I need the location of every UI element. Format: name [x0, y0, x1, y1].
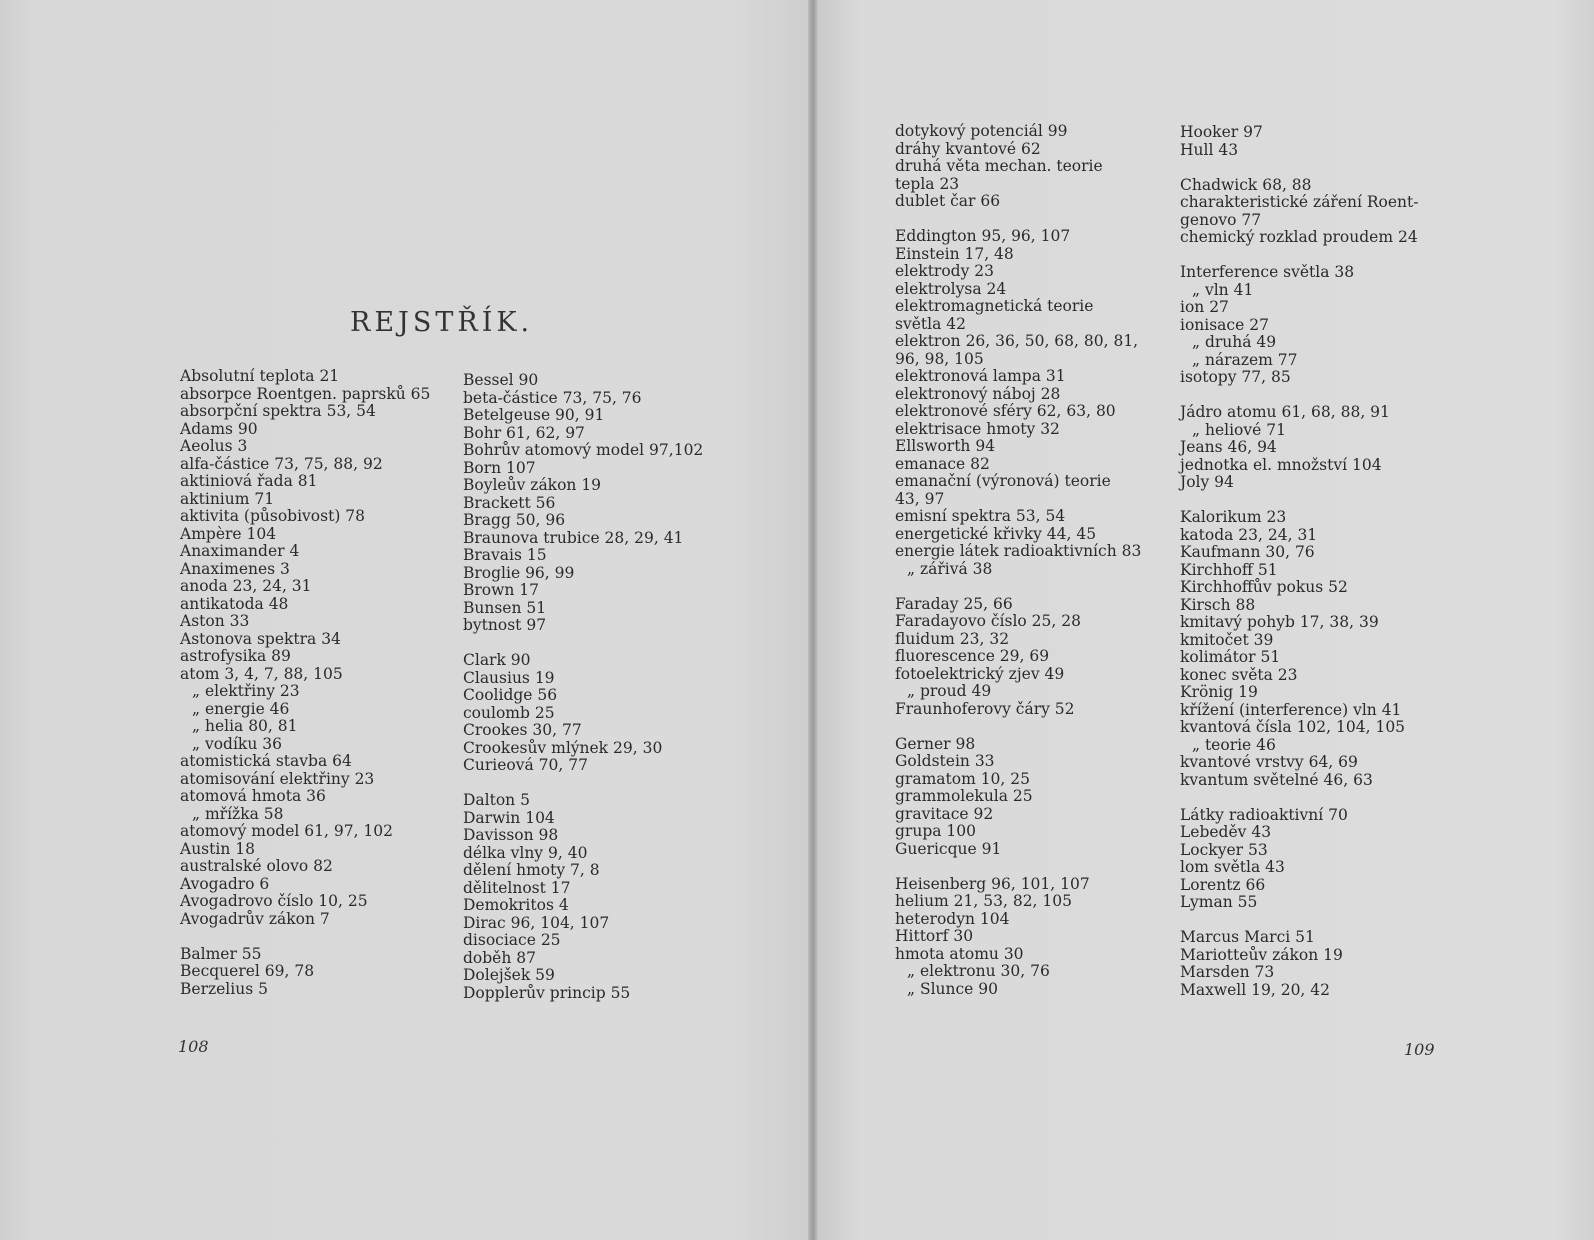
index-entry: Berzelius 5: [180, 979, 268, 998]
index-entry: „ druhá 49: [1192, 333, 1277, 351]
index-group-gap: [463, 635, 703, 653]
index-entry: grupa 100: [895, 822, 976, 840]
index-entry: elektronový náboj 28: [895, 384, 1061, 403]
index-entry: charakteristické záření Roent-: [1180, 193, 1419, 211]
index-entry: coulomb 25: [463, 703, 555, 722]
index-entry: atomisování elektřiny 23: [180, 769, 375, 788]
index-entry: ion 27: [1180, 298, 1229, 316]
index-entry: kvantová čísla 102, 104, 105: [1180, 718, 1406, 736]
index-entry: Clausius 19: [463, 668, 555, 687]
index-entry: Curieová 70, 77: [463, 756, 588, 774]
index-entry: aktinium 71: [180, 489, 275, 508]
index-entry: Kirsch 88: [1180, 595, 1256, 614]
index-group-gap: [180, 928, 430, 946]
index-entry: genovo 77: [1180, 210, 1262, 229]
index-entry: Anaximenes 3: [180, 559, 290, 578]
index-entry: elektromagnetická teorie: [895, 297, 1094, 315]
index-entry: Kirchhoff 51: [1180, 560, 1278, 579]
index-entry: emanační (výronová) teorie: [895, 472, 1111, 490]
index-column-2: [463, 372, 703, 1002]
index-entry: australské olovo 82: [180, 857, 333, 875]
index-entry: grammolekula 25: [895, 787, 1033, 805]
index-entry: „ elektronu 30, 76: [907, 962, 1050, 980]
index-entry: „ proud 49: [907, 682, 992, 700]
index-entry: elektron 26, 36, 50, 68, 80, 81,: [895, 332, 1139, 350]
index-entry: antikatoda 48: [180, 594, 289, 613]
index-entry: Dolejšek 59: [463, 966, 555, 984]
index-entry: Maxwell 19, 20, 42: [1180, 980, 1331, 999]
index-entry: aktiniová řada 81: [180, 472, 318, 490]
index-entry: Born 107: [463, 458, 536, 477]
index-entry: Davisson 98: [463, 826, 559, 844]
book-gutter: [808, 0, 818, 1240]
index-entry: Bessel 90: [463, 371, 539, 389]
index-entry: Jeans 46, 94: [1180, 438, 1277, 456]
index-entry: atomový model 61, 97, 102: [180, 822, 394, 840]
index-entry: emisní spektra 53, 54: [895, 507, 1066, 525]
index-entry: Lockyer 53: [1180, 840, 1268, 859]
index-entry: Hittorf 30: [895, 927, 974, 945]
index-entry: Bravais 15: [463, 546, 547, 564]
index-entry: Coolidge 56: [463, 686, 558, 704]
index-group-gap: [1180, 912, 1419, 930]
index-entry: fluidum 23, 32: [895, 629, 1010, 648]
index-entry: Marsden 73: [1180, 963, 1275, 981]
index-entry: Boyleův zákon 19: [463, 476, 602, 494]
index-entry: energetické křivky 44, 45: [895, 524, 1097, 543]
index-entry: Ampère 104: [180, 524, 277, 543]
index-entry: Interference světla 38: [1180, 263, 1355, 281]
index-entry: disociace 25: [463, 931, 561, 949]
index-entry: Fraunhoferovy čáry 52: [895, 699, 1075, 718]
index-entry: kvantové vrstvy 64, 69: [1180, 753, 1358, 771]
index-entry: kmitavý pohyb 17, 38, 39: [1180, 613, 1379, 631]
index-entry: Darwin 104: [463, 808, 555, 827]
index-entry: „ elektřiny 23: [192, 682, 300, 700]
index-entry: jednotka el. množství 104: [1180, 455, 1382, 474]
index-group-gap: [1180, 789, 1419, 807]
index-entry: emanace 82: [895, 454, 990, 473]
index-group-gap: [895, 858, 1141, 876]
index-entry: Guericque 91: [895, 839, 1002, 858]
index-entry: Lorentz 66: [1180, 875, 1266, 894]
index-entry: Goldstein 33: [895, 752, 995, 770]
index-entry: „ energie 46: [192, 699, 290, 718]
index-entry: Marcus Marci 51: [1180, 928, 1315, 946]
index-entry: atomistická stavba 64: [180, 752, 352, 770]
index-entry: Balmer 55: [180, 944, 262, 963]
index-entry: Hull 43: [1180, 140, 1239, 159]
index-entry: Brackett 56: [463, 493, 556, 512]
index-entry: lom světla 43: [1180, 858, 1285, 876]
index-entry: Anaximander 4: [180, 542, 300, 560]
index-entry: konec světa 23: [1180, 665, 1298, 684]
index-entry: bytnost 97: [463, 616, 547, 634]
index-entry: Bohrův atomový model 97,102: [463, 441, 704, 459]
index-entry: dublet čar 66: [895, 192, 1001, 210]
index-entry: Avogadro 6: [180, 874, 270, 893]
index-entry: astrofysika 89: [180, 647, 291, 665]
index-entry: „ Slunce 90: [907, 979, 999, 998]
index-entry: Joly 94: [1180, 473, 1234, 491]
page-number-left: 108: [178, 1037, 209, 1056]
index-entry: „ heliové 71: [1192, 420, 1286, 439]
index-entry: Mariotteův zákon 19: [1180, 945, 1343, 964]
index-entry: heterodyn 104: [895, 909, 1010, 928]
index-entry: „ teorie 46: [1192, 735, 1276, 754]
index-entry: Krönig 19: [1180, 683, 1258, 701]
index-entry: kmitočet 39: [1180, 630, 1274, 649]
index-entry: Crookes 30, 77: [463, 721, 582, 739]
index-entry: Avogadrovo číslo 10, 25: [180, 892, 368, 910]
index-entry: světla 42: [895, 314, 966, 333]
index-entry: elektronová lampa 31: [895, 367, 1066, 385]
index-entry: Hooker 97: [1180, 123, 1263, 141]
index-entry: isotopy 77, 85: [1180, 368, 1291, 386]
index-entry: „ zářivá 38: [907, 559, 993, 578]
index-entry: Dalton 5: [463, 791, 530, 809]
index-entry: atomová hmota 36: [180, 787, 326, 805]
index-entry: „ helia 80, 81: [192, 717, 298, 735]
index-entry: gravitace 92: [895, 804, 994, 823]
index-entry: Becquerel 69, 78: [180, 962, 315, 980]
index-entry: „ vln 41: [1192, 280, 1254, 299]
index-entry: Absolutní teplota 21: [180, 367, 340, 385]
index-entry: Dirac 96, 104, 107: [463, 913, 610, 932]
index-entry: Dopplerův princip 55: [463, 983, 631, 1002]
index-entry: aktivita (působivost) 78: [180, 507, 366, 525]
index-entry: Austin 18: [180, 839, 255, 858]
index-entry: Ellsworth 94: [895, 437, 996, 455]
index-entry: Faraday 25, 66: [895, 594, 1013, 613]
index-entry: Kaufmann 30, 76: [1180, 543, 1315, 561]
index-entry: Lebeděv 43: [1180, 823, 1272, 841]
index-entry: délka vlny 9, 40: [463, 843, 588, 862]
index-entry: beta-částice 73, 75, 76: [463, 388, 642, 407]
index-entry: Avogadrův zákon 7: [180, 909, 330, 928]
index-entry: anoda 23, 24, 31: [180, 577, 312, 595]
index-group-gap: [1180, 492, 1419, 510]
index-entry: katoda 23, 24, 31: [1180, 525, 1318, 544]
index-entry: Lyman 55: [1180, 893, 1258, 911]
index-entry: doběh 87: [463, 948, 536, 967]
index-entry: elektrisace hmoty 32: [895, 419, 1060, 438]
index-entry: křížení (interference) vln 41: [1180, 700, 1402, 719]
index-entry: kvantum světelné 46, 63: [1180, 770, 1373, 789]
index-entry: Eddington 95, 96, 107: [895, 227, 1071, 245]
index-column-1: [180, 368, 430, 998]
index-entry: Faradayovo číslo 25, 28: [895, 612, 1081, 630]
index-entry: „ vodíku 36: [192, 734, 282, 753]
index-entry: kolimátor 51: [1180, 648, 1281, 666]
index-group-gap: [1180, 247, 1419, 265]
index-entry: dělitelnost 17: [463, 878, 571, 897]
index-entry: Betelgeuse 90, 91: [463, 406, 605, 424]
index-entry: Bohr 61, 62, 97: [463, 423, 585, 442]
index-entry: fotoelektrický zjev 49: [895, 664, 1065, 683]
index-group-gap: [1180, 159, 1419, 177]
index-entry: Aston 33: [180, 612, 250, 630]
index-entry: 43, 97: [895, 489, 945, 508]
index-entry: Kalorikum 23: [1180, 508, 1287, 526]
index-entry: energie látek radioaktivních 83: [895, 542, 1142, 560]
index-entry: elektrody 23: [895, 262, 994, 280]
index-entry: Bragg 50, 96: [463, 511, 566, 529]
index-group-gap: [895, 718, 1141, 736]
index-entry: elektronové sféry 62, 63, 80: [895, 402, 1116, 420]
index-entry: Aeolus 3: [180, 437, 248, 455]
index-entry: druhá věta mechan. teorie: [895, 157, 1103, 175]
index-entry: alfa-částice 73, 75, 88, 92: [180, 454, 383, 473]
index-column-4: [1180, 124, 1419, 999]
index-entry: „ nárazem 77: [1192, 350, 1298, 369]
index-heading: REJSTŘÍK.: [350, 307, 534, 338]
page-number-right: 109: [1404, 1040, 1435, 1059]
index-entry: Chadwick 68, 88: [1180, 175, 1312, 194]
index-entry: dělení hmoty 7, 8: [463, 861, 600, 879]
index-group-gap: [463, 775, 703, 793]
index-entry: hmota atomu 30: [895, 944, 1024, 963]
index-entry: dráhy kvantové 62: [895, 139, 1041, 158]
index-entry: Adams 90: [180, 419, 258, 438]
index-entry: chemický rozklad proudem 24: [1180, 228, 1418, 246]
index-entry: Bunsen 51: [463, 598, 547, 617]
index-entry: Heisenberg 96, 101, 107: [895, 874, 1090, 893]
index-entry: Demokritos 4: [463, 896, 569, 914]
index-group-gap: [1180, 387, 1419, 405]
index-entry: Crookesův mlýnek 29, 30: [463, 738, 663, 757]
index-entry: absorpce Roentgen. paprsků 65: [180, 384, 431, 403]
index-entry: „ mřížka 58: [192, 804, 284, 823]
index-entry: Látky radioaktivní 70: [1180, 805, 1348, 824]
index-entry: Gerner 98: [895, 734, 976, 753]
index-entry: ionisace 27: [1180, 315, 1269, 334]
index-entry: absorpční spektra 53, 54: [180, 402, 376, 420]
index-entry: Brown 17: [463, 581, 540, 599]
index-group-gap: [895, 578, 1141, 596]
index-entry: gramatom 10, 25: [895, 769, 1030, 788]
index-entry: Clark 90: [463, 651, 531, 669]
index-entry: Einstein 17, 48: [895, 244, 1014, 263]
index-entry: fluorescence 29, 69: [895, 647, 1050, 665]
index-entry: atom 3, 4, 7, 88, 105: [180, 664, 343, 683]
index-column-3: [895, 123, 1141, 998]
index-entry: Astonova spektra 34: [180, 629, 341, 648]
index-group-gap: [895, 211, 1141, 229]
index-entry: Jádro atomu 61, 68, 88, 91: [1180, 403, 1390, 421]
index-entry: tepla 23: [895, 174, 960, 193]
index-entry: Broglie 96, 99: [463, 563, 575, 582]
index-entry: helium 21, 53, 82, 105: [895, 892, 1072, 910]
index-entry: 96, 98, 105: [895, 349, 984, 368]
index-entry: dotykový potenciál 99: [895, 122, 1068, 140]
index-entry: Kirchhoffův pokus 52: [1180, 578, 1348, 596]
index-entry: elektrolysa 24: [895, 279, 1007, 298]
index-entry: Braunova trubice 28, 29, 41: [463, 528, 684, 547]
